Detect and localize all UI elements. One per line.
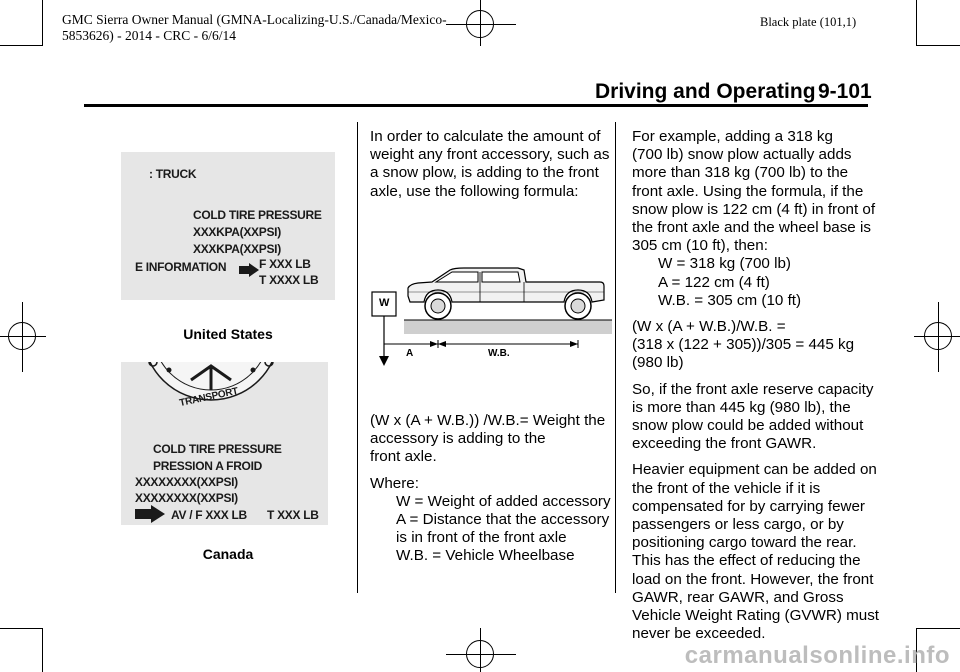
text-line: (700 lb) snow plow actually adds [632, 146, 852, 164]
pressure-value-2: XXXKPA(XXPSI) [193, 242, 281, 256]
text-line: weight any front accessory, such as [370, 146, 610, 164]
pressure-title: COLD TIRE PRESSURE [193, 208, 322, 222]
canada-tire-label-image [121, 362, 328, 525]
rear-load: T XXXX LB [259, 273, 319, 287]
plate-line-2: 5853626) - 2014 - CRC - 6/6/14 [62, 28, 236, 43]
text-line: W.B. = Vehicle Wheelbase [396, 547, 575, 565]
wb-label: W.B. [488, 348, 510, 359]
example-paragraph [632, 128, 879, 255]
text-line: 305 cm (10 ft), then: [632, 237, 768, 255]
text-line: (980 lb) [632, 354, 684, 372]
text-line: Vehicle Weight Rating (GVWR) must [632, 607, 880, 625]
text-line: W = 318 kg (700 lb) [658, 255, 791, 273]
text-line: compensated for by carrying fewer [632, 497, 865, 515]
text-line: Heavier equipment can be added on [632, 461, 877, 479]
text-line: (318 x (122 + 305))/305 = 445 kg [632, 336, 855, 354]
column-divider [615, 122, 616, 593]
text-line: more than 318 kg (700 lb) to the [632, 164, 849, 182]
text-line: W.B. = 305 cm (10 ft) [658, 291, 802, 309]
pressure-title-fr: PRESSION A FROID [153, 459, 262, 473]
section-title: Driving and Operating [595, 80, 816, 103]
text-line: GAWR, rear GAWR, and Gross [632, 588, 844, 606]
arrow-icon [135, 505, 165, 523]
text-line: the front axle and the wheel base is [632, 219, 871, 237]
w-label: W [379, 297, 390, 309]
formula-paragraph [370, 412, 611, 467]
text-line: front axle. Using the formula, if the [632, 182, 864, 200]
canada-caption: Canada [202, 546, 254, 562]
header-rule [84, 104, 868, 107]
text-line: front axle. [370, 448, 437, 466]
text-line: A = 122 cm (4 ft) [658, 273, 770, 291]
text-line: a snow plow, is adding to the front [370, 164, 599, 182]
where-label: Where: [370, 474, 419, 492]
text-line: In order to calculate the amount of [370, 128, 601, 145]
info-text: E INFORMATION [135, 260, 227, 274]
text-line: axle, use the following formula: [370, 182, 579, 200]
arrow-icon [239, 263, 259, 277]
intro-paragraph [370, 128, 609, 201]
text-line: A = Distance that the accessory [396, 511, 610, 529]
watermark: carmanualsonline.info [684, 642, 950, 669]
text-line: snow plow is 122 cm (4 ft) in front of [632, 200, 876, 218]
plate-line-1: GMC Sierra Owner Manual (GMNA-Localizing-U.S./Canada/Mexico- [62, 12, 447, 27]
text-line: the front of the vehicle if it is [632, 479, 821, 497]
pressure-value-1: XXXKPA(XXPSI) [193, 225, 281, 239]
example-values [632, 255, 879, 310]
text-line: load on the front. However, the front [632, 570, 874, 588]
example-section [632, 128, 879, 651]
a-label: A [406, 348, 414, 359]
transport-text: TRANSPORT [178, 385, 240, 410]
column-divider [357, 122, 358, 593]
text-line: (W x (A + W.B.)) /W.B.= Weight the [370, 412, 606, 429]
definitions [370, 493, 611, 566]
pressure-value-2: XXXXXXXX(XXPSI) [135, 491, 238, 505]
page-number: 9-101 [818, 80, 872, 103]
heavier-equipment-paragraph [632, 461, 879, 643]
text-line: (W x (A + W.B.)/W.B. = [632, 318, 786, 336]
us-caption: United States [183, 326, 273, 342]
text-line: W = Weight of added accessory [396, 492, 611, 510]
capacity-paragraph [632, 381, 879, 454]
text-line: positioning cargo toward the rear. [632, 534, 857, 552]
text-line: For example, adding a 318 kg [632, 128, 833, 145]
front-load: AV / F XXX LB [171, 508, 247, 522]
transport-seal-icon [141, 362, 281, 412]
rear-load: T XXX LB [267, 508, 319, 522]
plate-number: Black plate (101,1) [760, 15, 857, 29]
text-line: never be exceeded. [632, 625, 766, 643]
formula-section [370, 412, 611, 566]
text-line: So, if the front axle reserve capacity [632, 380, 874, 398]
truck-text: : TRUCK [149, 167, 197, 181]
text-line: accessory is adding to the [370, 430, 546, 448]
us-tire-label-image [121, 152, 335, 300]
text-line: exceeding the front GAWR. [632, 435, 817, 453]
text-line: This has the effect of reducing the [632, 552, 861, 570]
text-line: passengers or less cargo, or by [632, 516, 844, 534]
front-load: F XXX LB [259, 257, 311, 271]
plate-info [62, 12, 447, 44]
text-line: is in front of the front axle [396, 529, 567, 547]
pressure-value-1: XXXXXXXX(XXPSI) [135, 475, 238, 489]
calculation-paragraph [632, 318, 879, 373]
pressure-title-en: COLD TIRE PRESSURE [153, 442, 282, 456]
text-line: snow plow could be added without [632, 417, 864, 435]
text-line: is more than 445 kg (980 lb), the [632, 398, 851, 416]
